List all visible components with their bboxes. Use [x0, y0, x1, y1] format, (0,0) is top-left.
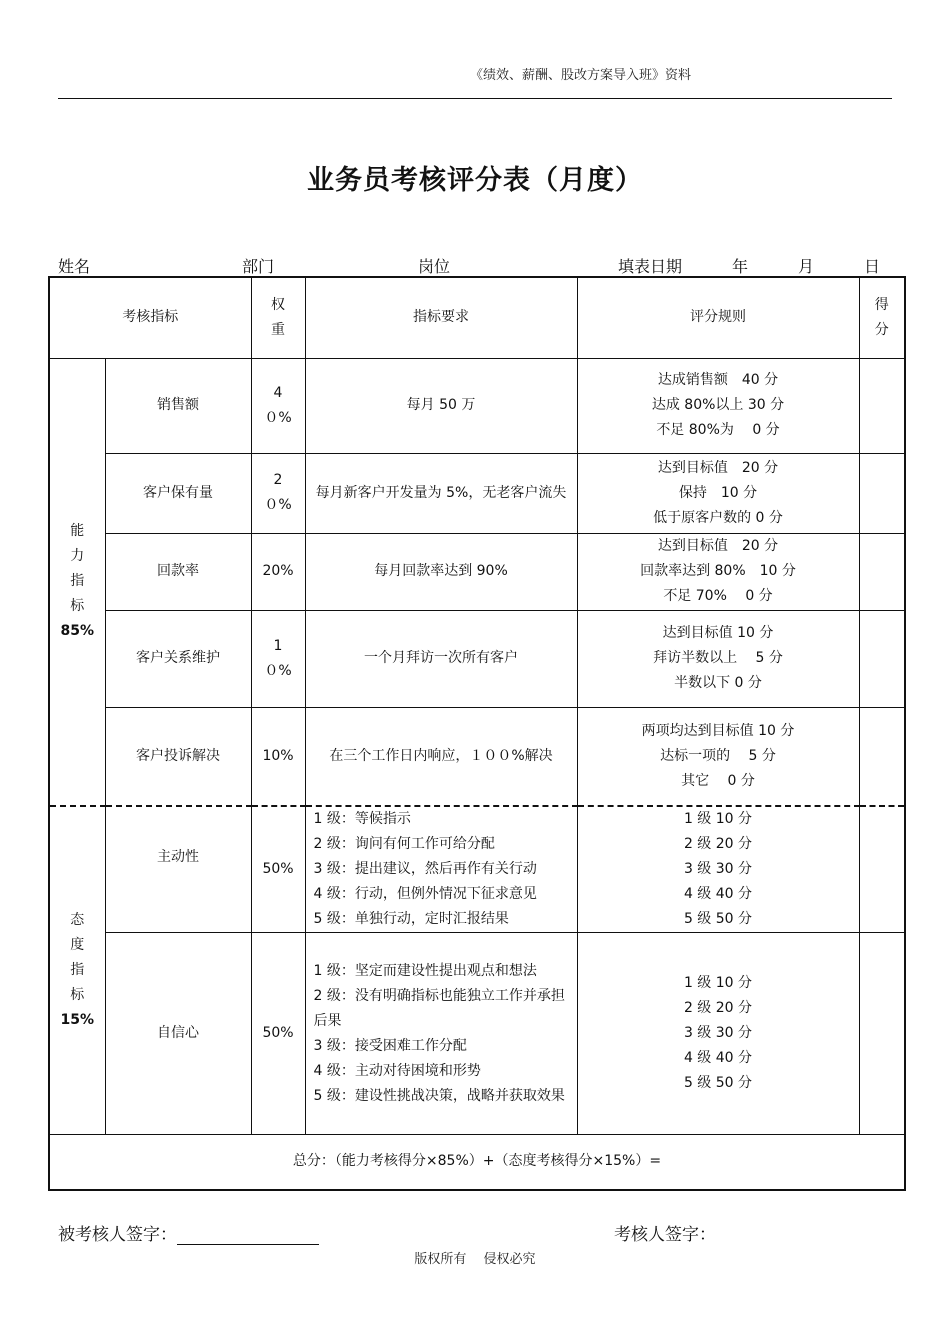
rule-line: 达成销售额 40 分: [657, 372, 779, 388]
score-cell[interactable]: [859, 933, 905, 1135]
indicator-name: 客户投诉解决: [105, 707, 251, 806]
score-cell[interactable]: [859, 358, 905, 453]
date-day-blank[interactable]: [814, 259, 864, 277]
dept-label: 部门: [242, 257, 275, 276]
dept-field[interactable]: [242, 254, 382, 277]
category-char: 能: [70, 523, 85, 540]
scoring-rule: [577, 933, 859, 1135]
indicator-weight: [251, 610, 305, 707]
page-title: 业务员考核评分表（月度）: [307, 165, 643, 196]
requirement-line: 1 级：坚定而建设性提出观点和想法: [313, 962, 537, 979]
indicator-requirement: 在三个工作日内响应，１００%解决: [305, 707, 577, 806]
score-cell[interactable]: [859, 453, 905, 533]
indicator-name: 回款率: [105, 533, 251, 610]
header-rule: [58, 98, 892, 99]
weight-line-2: ０%: [264, 409, 292, 426]
examinee-signature-label: 被考核人签字：: [58, 1225, 177, 1245]
examiner-signature[interactable]: [614, 1220, 716, 1245]
name-blank[interactable]: [90, 259, 214, 277]
indicator-name: 主动性: [105, 806, 251, 933]
rule-line: 2 级 20 分: [683, 1000, 753, 1016]
date-month-blank[interactable]: [748, 259, 798, 277]
indicator-requirement: [305, 806, 577, 933]
category-percent: 85%: [60, 623, 94, 640]
requirement-line: 1 级：等候指示: [313, 811, 411, 827]
rule-line: 拜访半数以上 5 分: [653, 650, 783, 666]
name-field[interactable]: [58, 254, 214, 277]
indicator-requirement: 每月 50 万: [305, 358, 577, 453]
indicator-weight: 20%: [251, 533, 305, 610]
rule-line: 5 级 50 分: [683, 1075, 753, 1091]
category-ability: [49, 358, 105, 806]
category-char: 力: [70, 548, 85, 565]
header-rule: 评分规则: [577, 277, 859, 358]
requirement-line: 3 级：接受困难工作分配: [313, 1037, 467, 1054]
scoring-rule: [577, 806, 859, 933]
dept-blank[interactable]: [274, 259, 382, 277]
rule-line: 3 级 30 分: [683, 861, 753, 877]
post-field[interactable]: [418, 254, 558, 277]
score-cell[interactable]: [859, 533, 905, 610]
header-indicator: 考核指标: [49, 277, 251, 358]
rule-line: 3 级 30 分: [683, 1025, 753, 1041]
indicator-requirement: [305, 933, 577, 1135]
indicator-weight: [251, 453, 305, 533]
rule-line: 半数以下 0 分: [674, 675, 762, 691]
rule-line: 5 级 50 分: [683, 911, 753, 927]
category-char: 态: [70, 912, 85, 928]
month-label: 月: [798, 257, 815, 276]
category-percent: 15%: [60, 1012, 94, 1028]
rule-line: 不足 70% 0 分: [663, 588, 773, 604]
examinee-signature[interactable]: [58, 1220, 319, 1245]
indicator-requirement: 一个月拜访一次所有客户: [305, 610, 577, 707]
requirement-line: 4 级：主动对待困境和形势: [313, 1062, 481, 1079]
rule-line: 达到目标值 10 分: [662, 625, 774, 641]
rule-line: 达成 80%以上 30 分: [651, 397, 785, 413]
weight-line-1: 1: [273, 637, 283, 654]
category-char: 指: [70, 573, 85, 590]
evaluation-table: [48, 276, 906, 1191]
indicator-name: 客户保有量: [105, 453, 251, 533]
table-row: [49, 933, 905, 1135]
indicator-weight: 50%: [251, 806, 305, 933]
scoring-rule: [577, 453, 859, 533]
rule-line: 2 级 20 分: [683, 836, 753, 852]
total-formula: 总分：（能力考核得分×85%）+（态度考核得分×15%）=: [49, 1135, 905, 1190]
requirement-line: 5 级：单独行动，定时汇报结果: [313, 911, 509, 927]
weight-line-1: 2: [273, 472, 283, 488]
requirement-line: 3 级：提出建议，然后再作有关行动: [313, 861, 537, 877]
score-cell[interactable]: [859, 610, 905, 707]
scoring-rule: [577, 358, 859, 453]
date-label: 填表日期: [618, 257, 683, 276]
rule-line: 达到目标值 20 分: [657, 459, 779, 476]
header-weight: [251, 277, 305, 358]
rule-line: 两项均达到目标值 10 分: [641, 722, 795, 739]
requirement-line: 5 级：建设性挑战决策，战略并获取效果: [313, 1087, 565, 1104]
score-cell[interactable]: [859, 806, 905, 933]
indicator-weight: 50%: [251, 933, 305, 1135]
scoring-rule: [577, 533, 859, 610]
scoring-rule: [577, 610, 859, 707]
date-year-blank[interactable]: [682, 259, 732, 277]
header-score-line-2: 分: [874, 321, 889, 338]
header-note: 《绩效、薪酬、股改方案导入班》资料: [470, 68, 692, 83]
rule-line: 1 级 10 分: [683, 811, 753, 827]
rule-line: 其它 0 分: [681, 772, 755, 789]
info-row: [58, 254, 892, 276]
total-row: [49, 1135, 905, 1190]
requirement-line: 2 级：询问有何工作可给分配: [313, 836, 495, 852]
weight-line-1: 4: [273, 384, 283, 401]
table-header-row: [49, 277, 905, 358]
header-score: [859, 277, 905, 358]
rule-line: 1 级 10 分: [683, 975, 753, 991]
footer-note: 版权所有 侵权必究: [414, 1252, 536, 1267]
rule-line: 不足 80%为 0 分: [656, 422, 780, 438]
table-row: [49, 358, 905, 453]
rule-line: 回款率达到 80% 10 分: [640, 563, 796, 579]
category-char: 标: [70, 598, 85, 615]
examinee-signature-blank[interactable]: [177, 1227, 319, 1245]
category-char: 度: [70, 937, 85, 953]
category-char: 标: [70, 987, 85, 1003]
header-requirement: 指标要求: [305, 277, 577, 358]
table-row: [49, 707, 905, 806]
table-row: [49, 610, 905, 707]
header-score-line-1: 得: [874, 296, 889, 313]
date-field[interactable]: [618, 254, 880, 277]
indicator-requirement: 每月回款率达到 90%: [305, 533, 577, 610]
weight-line-2: ０%: [264, 662, 292, 679]
indicator-weight: [251, 358, 305, 453]
requirement-line: 4 级：行动，但例外情况下征求意见: [313, 886, 537, 902]
rule-line: 4 级 40 分: [683, 1050, 753, 1066]
examiner-signature-label: 考核人签字：: [614, 1225, 716, 1245]
rule-line: 达到目标值 20 分: [657, 538, 779, 554]
rule-line: 保持 10 分: [678, 484, 758, 501]
category-attitude: [49, 806, 105, 1135]
rule-line: 达标一项的 5 分: [660, 747, 776, 764]
post-blank[interactable]: [450, 259, 558, 277]
day-label: 日: [864, 257, 881, 276]
table-row: [49, 806, 905, 933]
post-label: 岗位: [418, 257, 451, 276]
header-weight-line-1: 权: [271, 296, 285, 313]
indicator-requirement: 每月新客户开发量为 5%，无老客户流失: [305, 453, 577, 533]
name-label: 姓名: [58, 257, 91, 276]
indicator-name: 客户关系维护: [105, 610, 251, 707]
weight-line-2: ０%: [264, 497, 292, 513]
table-row: [49, 533, 905, 610]
rule-line: 低于原客户数的 0 分: [653, 509, 783, 526]
indicator-name: 自信心: [105, 933, 251, 1135]
requirement-line: 2 级：没有明确指标也能独立工作并承担后果: [313, 987, 565, 1029]
indicator-name: 销售额: [105, 358, 251, 453]
indicator-weight: 10%: [251, 707, 305, 806]
table-row: [49, 453, 905, 533]
header-weight-line-2: 重: [271, 321, 285, 338]
year-label: 年: [732, 257, 749, 276]
category-char: 指: [70, 962, 85, 978]
scoring-rule: [577, 707, 859, 806]
rule-line: 4 级 40 分: [683, 886, 753, 902]
score-cell[interactable]: [859, 707, 905, 806]
